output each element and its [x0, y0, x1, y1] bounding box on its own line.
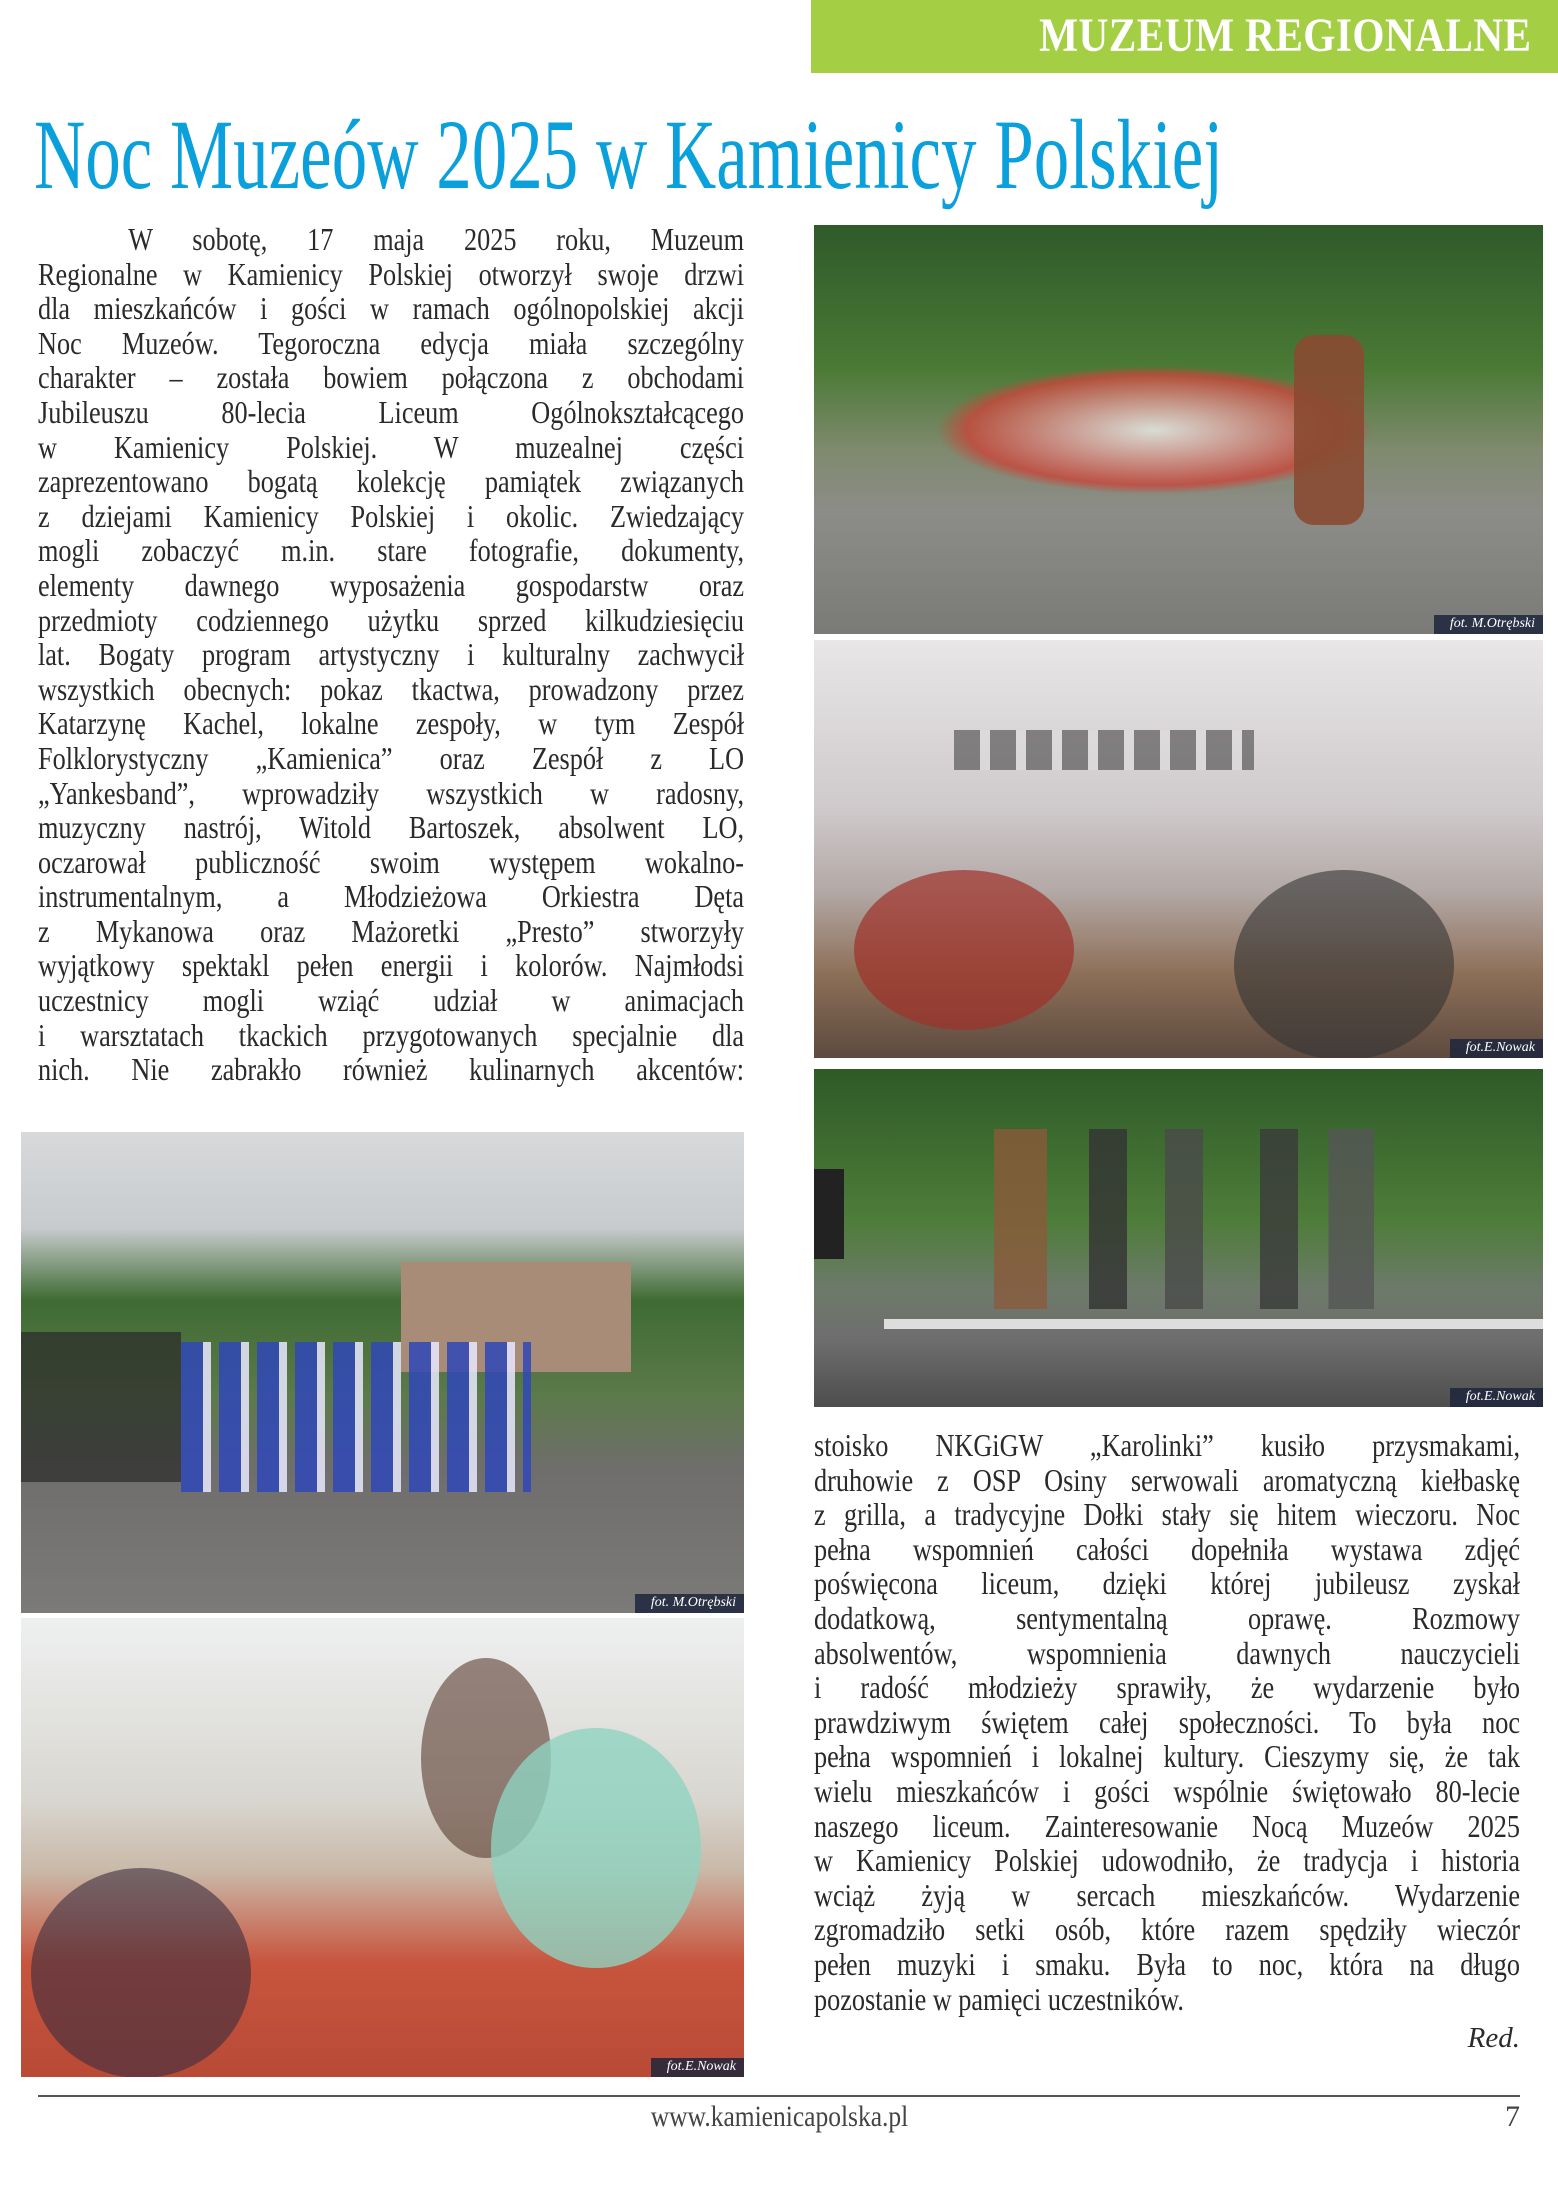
article-left-column [38, 222, 744, 1087]
paragraph-line: W sobotę, 17 maja 2025 roku, Muzeum [128, 221, 745, 257]
photo-credit: fot. M.Otrębski [635, 1594, 744, 1613]
paragraph-line: mogli zobaczyć m.in. stare fotografie, dokumenty, [38, 532, 745, 569]
paragraph-line: uczestnicy mogli wziąć udział w animacjach [38, 982, 745, 1019]
photo-credit: fot.E.Nowak [1450, 1388, 1543, 1407]
paragraph-line: z grilla, a tradycyjne Dołki stały się hitem wieczoru. Noc [814, 1496, 1521, 1533]
paragraph-line: muzyczny nastrój, Witold Bartoszek, absolwent LO, [38, 809, 745, 846]
paragraph-line: druhowie z OSP Osiny serwowali aromatyczną kiełbaskę [814, 1461, 1521, 1498]
photo-credit: fot.E.Nowak [651, 2058, 744, 2077]
photo-exhibition-hall [814, 640, 1543, 1058]
paragraph-line: dla mieszkańców i gości w ramach ogólnopolskiej akcji [38, 290, 745, 327]
paragraph-line: charakter – została bowiem połączona z obchodami [38, 359, 745, 396]
paragraph-line: pełen muzyki i smaku. Była to noc, która na długo [814, 1945, 1521, 1982]
paragraph-line: przedmioty codziennego użytku sprzed kilkudziesięciu [38, 601, 745, 638]
footer-website-link[interactable] [0, 2100, 1558, 2134]
paragraph-line: instrumentalnym, a Młodzieżowa Orkiestra Dęta [38, 878, 745, 915]
paragraph-line: i radość młodzieży sprawiły, że wydarzenie było [814, 1669, 1521, 1706]
paragraph-line: poświęcona liceum, dzięki której jubileusz zyskał [814, 1565, 1521, 1602]
paragraph-line: absolwentów, wspomnienia dawnych nauczycieli [814, 1634, 1521, 1671]
footer-url-text: www.kamienicapolska.pl [650, 2100, 908, 2133]
photo-weaving-workshop [21, 1618, 744, 2077]
photo-stage-band [814, 1069, 1543, 1407]
article-title: Noc Muzeów 2025 w Kamienicy Polskiej [34, 99, 1224, 210]
footer-divider [38, 2095, 1520, 2097]
paragraph-line: Folklorystyczny „Kamienica” oraz Zespół z LO [38, 739, 745, 776]
paragraph-line: naszego liceum. Zainteresowanie Nocą Muzeów 2025 [814, 1807, 1521, 1844]
paragraph-line: wyjątkowy spektakl pełen energii i kolorów. Najmłodsi [38, 947, 745, 984]
paragraph-line: zgromadziło setki osób, które razem spędziły wieczór [814, 1911, 1521, 1948]
article-right-column [814, 1428, 1520, 2016]
paragraph-line: zaprezentowano bogatą kolekcję pamiątek związanych [38, 463, 745, 500]
photo-credit: fot. M.Otrębski [1434, 615, 1543, 634]
section-label: MUZEUM REGIONALNE [1039, 9, 1532, 62]
paragraph-line: prawdziwym świętem całej społeczności. To była noc [814, 1703, 1521, 1740]
paragraph-line: wszystkich obecnych: pokaz tkactwa, prowadzony przez [38, 670, 745, 707]
paragraph-line: z dziejami Kamienicy Polskiej i okolic. Zwiedzający [38, 497, 745, 534]
paragraph-line: elementy dawnego wyposażenia gospodarstw oraz [38, 566, 745, 603]
paragraph-line: pełna wspomnień całości dopełniła wystawa zdjęć [814, 1530, 1521, 1567]
paragraph-line: oczarował publiczność swoim występem wokalno- [38, 843, 745, 880]
paragraph-line: wielu mieszkańców i gości wspólnie świętowało 80-lecie [814, 1772, 1521, 1809]
photo-folk-ensemble [814, 225, 1543, 634]
paragraph-line: stoisko NKGiGW „Karolinki” kusiło przysmakami, [814, 1427, 1521, 1463]
paragraph-line: z Mykanowa oraz Mażoretki „Presto” stworzyły [38, 912, 745, 949]
paragraph-line: Regionalne w Kamienicy Polskiej otworzył swoje drzwi [38, 255, 745, 292]
page-number: 7 [1505, 2100, 1520, 2133]
paragraph-line: pełna wspomnień i lokalnej kultury. Cieszymy się, że tak [814, 1738, 1521, 1775]
paragraph-line: lat. Bogaty program artystyczny i kulturalny zachwycił [38, 636, 745, 673]
paragraph-line: w Kamienicy Polskiej udowodniło, że tradycja i historia [814, 1842, 1521, 1879]
paragraph-line: dodatkową, sentymentalną oprawę. Rozmowy [814, 1599, 1521, 1636]
paragraph-line: nich. Nie zabrakło również kulinarnych akcentów: [38, 1051, 745, 1088]
paragraph-line: Jubileuszu 80-lecia Liceum Ogólnokształcącego [38, 393, 745, 430]
paragraph-line: i warsztatach tkackich przygotowanych specjalnie dla [38, 1016, 745, 1053]
paragraph-line: pozostanie w pamięci uczestników. [814, 1980, 1184, 2017]
paragraph-line: wciąż żyją w sercach mieszkańców. Wydarzenie [814, 1876, 1521, 1913]
photo-credit: fot.E.Nowak [1450, 1039, 1543, 1058]
photo-majorettes [21, 1132, 744, 1613]
paragraph-line: w Kamienicy Polskiej. W muzealnej części [38, 428, 745, 465]
paragraph-line: Katarzynę Kachel, lokalne zespoły, w tym Zespół [38, 705, 745, 742]
author-signature: Red. [1467, 2022, 1520, 2054]
paragraph-line: Noc Muzeów. Tegoroczna edycja miała szczególny [38, 324, 745, 361]
paragraph-line: „Yankesband”, wprowadziły wszystkich w radosny, [38, 774, 745, 811]
section-banner [811, 0, 1558, 73]
